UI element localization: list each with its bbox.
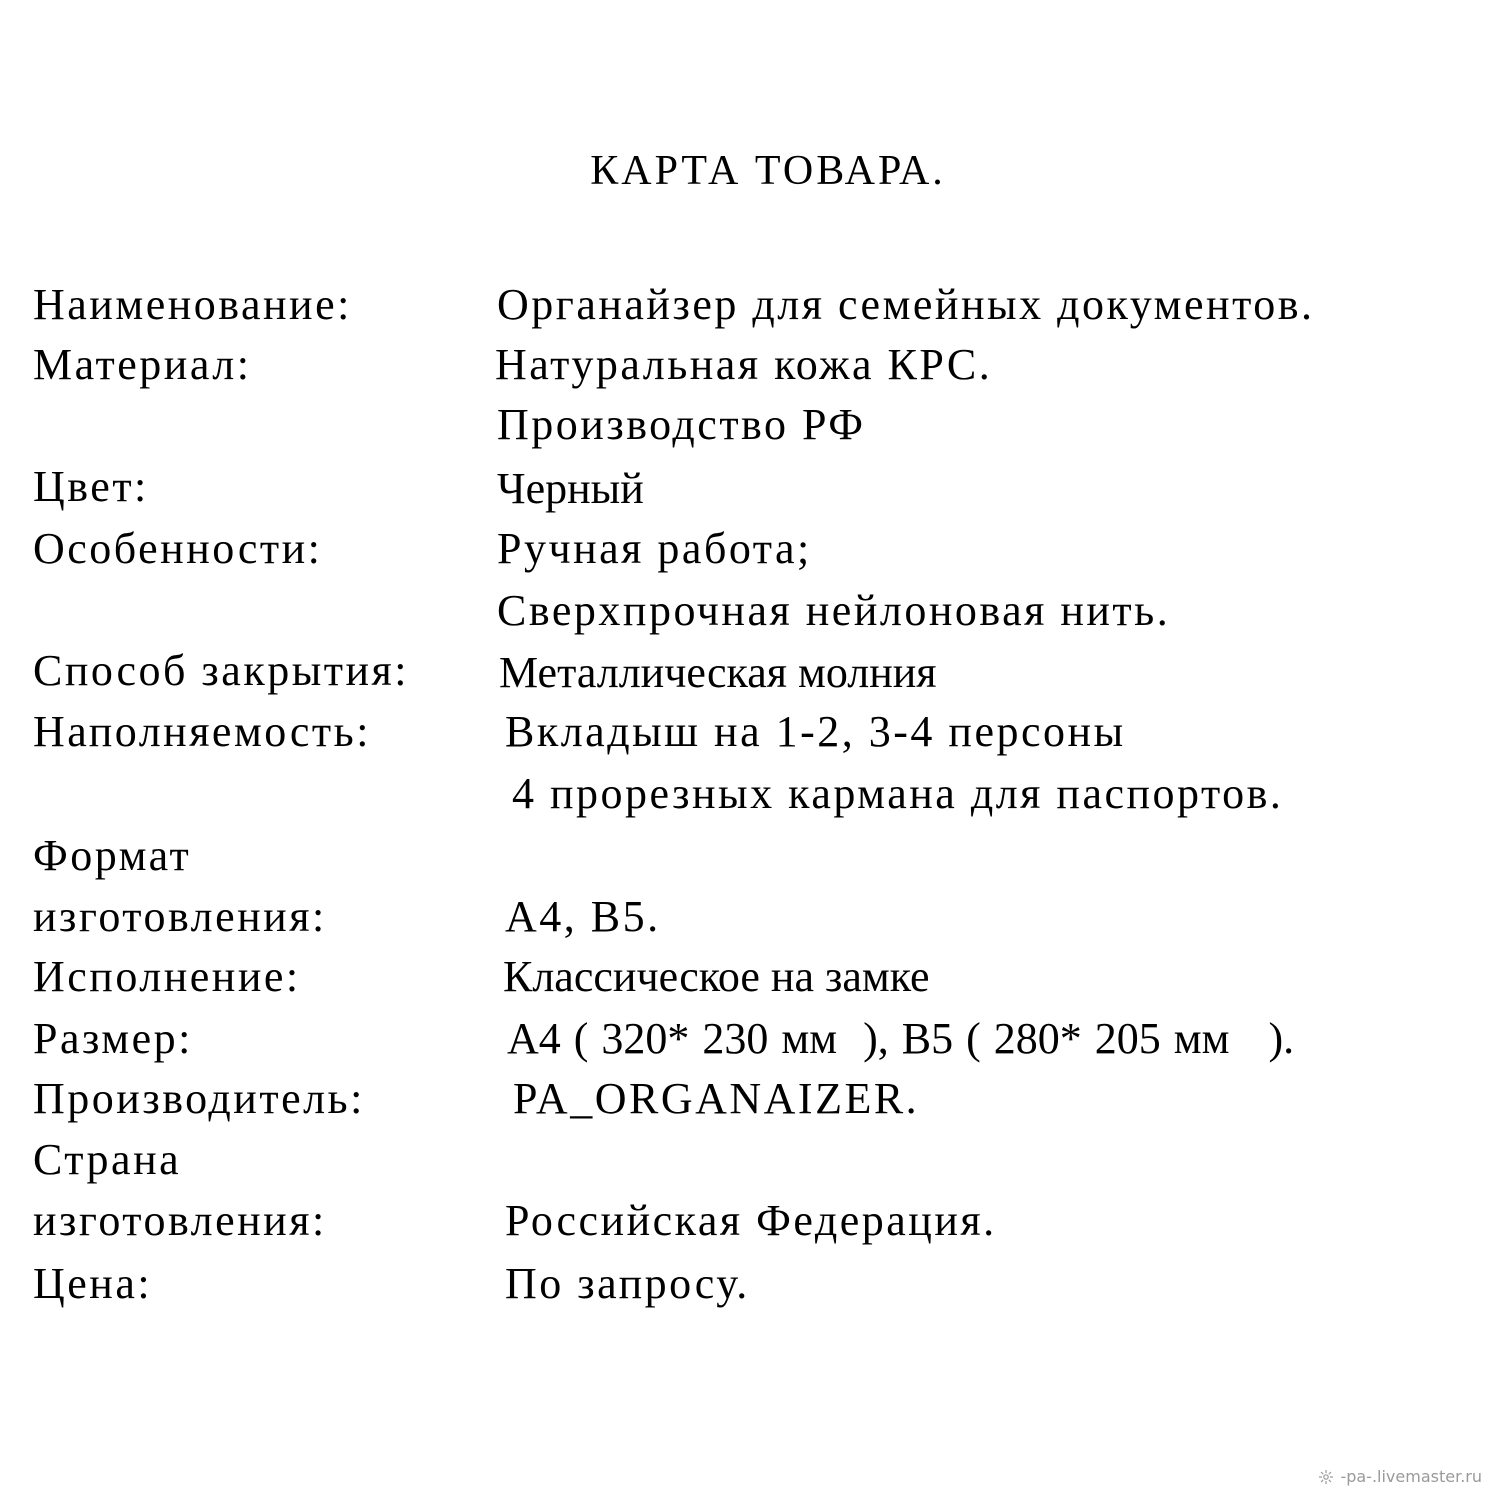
value-material-origin: Производство РФ bbox=[497, 400, 866, 449]
value-color: Черный bbox=[497, 464, 644, 513]
value-capacity-insert: Вкладыш на 1-2, 3-4 персоны bbox=[505, 707, 1126, 756]
value-manufacturer: PA_ORGANAIZER. bbox=[513, 1074, 920, 1123]
livemaster-logo-icon bbox=[1318, 1469, 1334, 1485]
label-capacity: Наполняемость: bbox=[33, 707, 371, 756]
value-size: А4 ( 320* 230 мм ), В5 ( 280* 205 мм ). bbox=[507, 1014, 1295, 1063]
value-features-handmade: Ручная работа; bbox=[497, 524, 812, 573]
label-format-line2: изготовления: bbox=[33, 892, 327, 941]
watermark bbox=[1318, 1467, 1482, 1486]
label-price: Цена: bbox=[33, 1259, 153, 1308]
value-format: А4, В5. bbox=[505, 892, 661, 941]
value-features-thread: Сверхпрочная нейлоновая нить. bbox=[497, 586, 1171, 635]
label-execution: Исполнение: bbox=[33, 952, 301, 1001]
label-manufacturer: Производитель: bbox=[33, 1074, 365, 1123]
value-price: По запросу. bbox=[505, 1259, 750, 1308]
label-country-line2: изготовления: bbox=[33, 1196, 327, 1245]
label-size: Размер: bbox=[33, 1014, 193, 1063]
value-capacity-pockets: 4 прорезных кармана для паспортов. bbox=[512, 769, 1284, 818]
label-closure: Способ закрытия: bbox=[33, 646, 409, 695]
label-color: Цвет: bbox=[33, 462, 149, 511]
value-material: Натуральная кожа КРС. bbox=[495, 340, 993, 389]
label-name: Наименование: bbox=[33, 280, 352, 329]
value-execution: Классическое на замке bbox=[503, 952, 930, 1001]
label-format-line1: Формат bbox=[33, 831, 192, 880]
value-country: Российская Федерация. bbox=[505, 1196, 997, 1245]
value-name: Органайзер для семейных документов. bbox=[497, 280, 1315, 329]
value-closure: Металлическая молния bbox=[499, 648, 937, 697]
watermark-text: -pa-.livemaster.ru bbox=[1340, 1467, 1482, 1486]
label-material: Материал: bbox=[33, 340, 252, 389]
document-title: КАРТА ТОВАРА. bbox=[590, 148, 946, 194]
label-country-line1: Страна bbox=[33, 1135, 182, 1184]
label-features: Особенности: bbox=[33, 524, 323, 573]
